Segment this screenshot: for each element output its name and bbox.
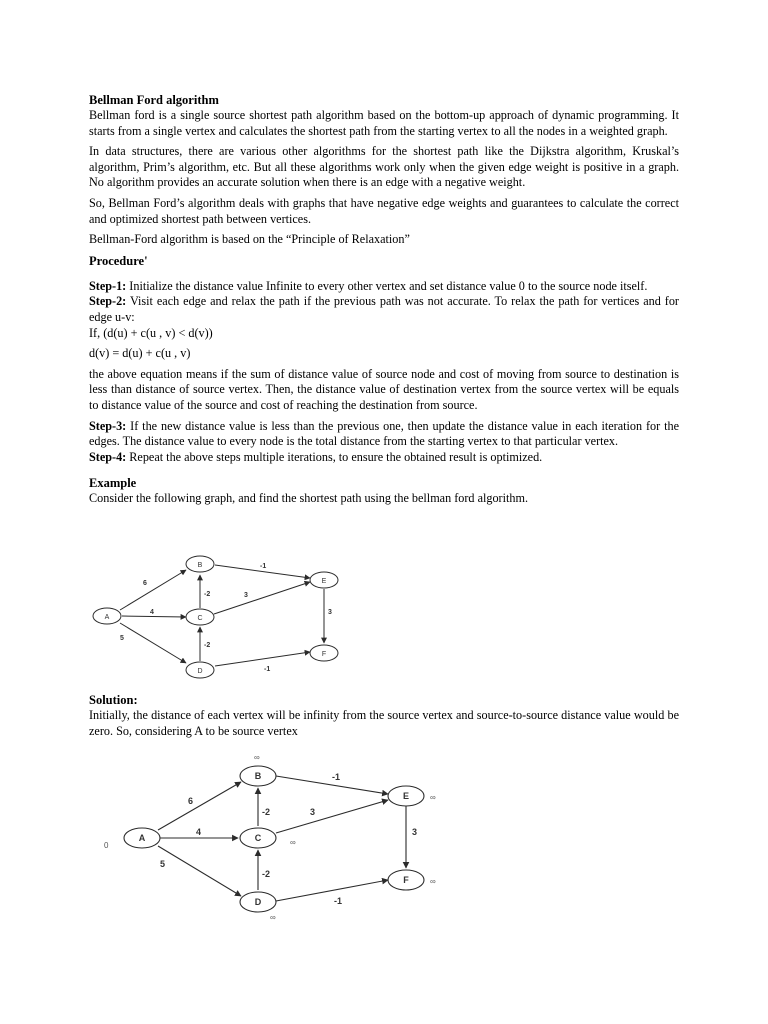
weight2-a-c: 4 bbox=[196, 827, 202, 837]
weight-c-e: 3 bbox=[244, 592, 248, 599]
step-4-label: Step-4: bbox=[89, 449, 127, 464]
document-body bbox=[89, 92, 679, 507]
edge2-c-e bbox=[276, 800, 388, 833]
weight2-c-b: -2 bbox=[262, 807, 271, 817]
step-1-text: Initialize the distance value Infinite to every other vertex and set distance value 0 to the source node itself. bbox=[126, 278, 648, 293]
weight2-d-c: -2 bbox=[262, 869, 271, 879]
weight-d-c: -2 bbox=[204, 642, 211, 649]
edge2-a-b bbox=[158, 782, 241, 830]
if-condition: If, (d(u) + c(u , v) < d(v)) bbox=[89, 325, 213, 340]
node-c-label: C bbox=[197, 615, 203, 622]
edge-d-f bbox=[215, 652, 310, 666]
weight-c-b: -2 bbox=[204, 591, 211, 598]
equation-explanation: the above equation means if the sum of distance value of source node and cost of moving from source to destination is less than distance of source vertex. Then, the distance value of destination vertex from the source vertex will be equals to distance value of the source and cost of reaching the destination from source. bbox=[89, 366, 679, 412]
solution-section bbox=[89, 692, 679, 739]
step-1 bbox=[89, 279, 679, 295]
node-f-label: F bbox=[321, 651, 327, 658]
step-2 bbox=[89, 294, 679, 325]
weight2-c-e: 3 bbox=[310, 807, 316, 817]
intro-paragraph: Bellman ford is a single source shortest path algorithm based on the bottom-up approach of dynamic programming. It starts from a single vertex and calculates the shortest path from the starting vertex to all the nodes in a weighted graph. bbox=[89, 108, 679, 138]
dist-e: ∞ bbox=[430, 793, 436, 802]
dist-b: ∞ bbox=[254, 756, 260, 762]
node2-d-label: D bbox=[254, 897, 262, 907]
initial-distance-graph bbox=[96, 756, 450, 924]
dist-f: ∞ bbox=[430, 877, 436, 886]
step-4 bbox=[89, 450, 679, 466]
edge-a-c bbox=[122, 616, 186, 617]
edge-c-e bbox=[214, 582, 310, 614]
weight-b-e: -1 bbox=[260, 563, 267, 570]
dist-c: ∞ bbox=[290, 838, 296, 847]
weight-a-c: 4 bbox=[150, 609, 154, 616]
weight-e-f: 3 bbox=[328, 609, 332, 616]
dist-d: ∞ bbox=[270, 913, 276, 922]
edge2-d-f bbox=[276, 880, 388, 901]
node-b-label: B bbox=[197, 562, 203, 569]
weight2-a-d: 5 bbox=[160, 859, 166, 869]
weight-a-b: 6 bbox=[143, 580, 147, 587]
node2-b-label: B bbox=[254, 771, 262, 781]
node2-f-label: F bbox=[403, 875, 409, 885]
node2-e-label: E bbox=[402, 791, 410, 801]
node-e-label: E bbox=[321, 578, 327, 585]
doc-title: Bellman Ford algorithm bbox=[89, 93, 219, 107]
weight2-e-f: 3 bbox=[412, 827, 418, 837]
dist-a: 0 bbox=[104, 841, 109, 850]
weight-a-d: 5 bbox=[120, 635, 124, 642]
step-1-label: Step-1: bbox=[89, 278, 127, 293]
step-4-text: Repeat the above steps multiple iterations, to ensure the obtained result is optimized. bbox=[126, 449, 543, 464]
step-3-text: If the new distance value is less than the previous one, then update the distance value in each iteration for the edges. The distance value to every node is the total distance from the starting vertex to that particular vertex. bbox=[89, 418, 679, 449]
example-graph bbox=[88, 548, 354, 686]
step-3 bbox=[89, 419, 679, 450]
edge2-a-d bbox=[158, 846, 241, 896]
relaxation-paragraph: Bellman-Ford algorithm is based on the “Principle of Relaxation” bbox=[89, 232, 410, 247]
edge-a-b bbox=[120, 570, 186, 610]
procedure-heading: Procedure' bbox=[89, 253, 148, 268]
negative-weights-paragraph: So, Bellman Ford’s algorithm deals with graphs that have negative edge weights and guarantees to calculate the correct and optimized shortest path between vertices. bbox=[89, 195, 679, 226]
node-d-label: D bbox=[197, 668, 203, 675]
solution-heading: Solution: bbox=[89, 693, 138, 707]
step-2-text: Visit each edge and relax the path if the previous path was not accurate. To relax the path for vertices and for edge u-v: bbox=[89, 294, 679, 324]
node2-c-label: C bbox=[254, 833, 262, 843]
relax-formula: d(v) = d(u) + c(u , v) bbox=[89, 346, 191, 361]
example-text: Consider the following graph, and find the shortest path using the bellman ford algorithm. bbox=[89, 491, 529, 506]
example-heading: Example bbox=[89, 476, 137, 491]
node2-a-label: A bbox=[138, 833, 146, 843]
solution-text: Initially, the distance of each vertex will be infinity from the source vertex and source-to-source distance value would be zero. So, considering A to be source vertex bbox=[89, 708, 679, 738]
edge-a-d bbox=[120, 623, 186, 663]
step-3-label: Step-3: bbox=[89, 418, 127, 433]
step-2-label: Step-2: bbox=[89, 294, 127, 309]
weight2-b-e: -1 bbox=[332, 772, 341, 782]
node-a-label: A bbox=[104, 614, 110, 621]
other-algorithms-paragraph: In data structures, there are various other algorithms for the shortest path like the Dijkstra algorithm, Kruskal’s algorithm, Prim’s algorithm, etc. But all these algorithms work only when the given edge weight is positive in a graph. No algorithm provides an accurate solution when there is an edge with a negative weight. bbox=[89, 144, 679, 190]
weight2-d-f: -1 bbox=[334, 896, 343, 906]
weight2-a-b: 6 bbox=[188, 796, 194, 806]
weight-d-f: -1 bbox=[264, 666, 271, 673]
